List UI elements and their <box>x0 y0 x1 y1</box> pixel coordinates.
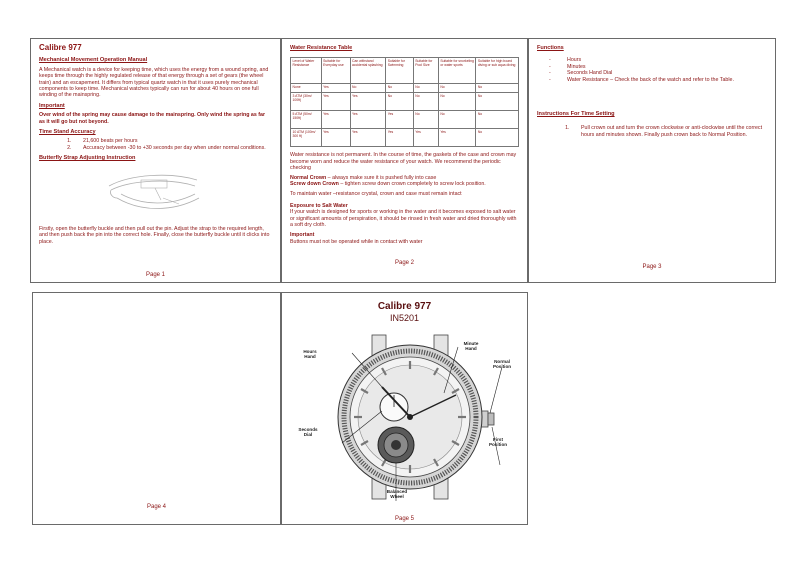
important-heading: Important <box>290 232 315 239</box>
maintain-note: To maintain water –resistance crystal, crown and case must remain intact <box>290 191 462 198</box>
minute-hand-label: Minute Hand <box>463 341 479 351</box>
table-cell: No <box>350 84 386 93</box>
table-cell: No <box>438 93 476 111</box>
table-cell: Yes <box>350 111 386 129</box>
table-row <box>291 93 519 111</box>
table-header-row <box>291 58 519 84</box>
list-item: - Seconds Hand Dial <box>567 70 767 76</box>
strap-heading: Butterfly Strap Adjusting Instruction <box>39 155 136 162</box>
table-cell: Yes <box>321 129 350 147</box>
table-cell: Yes <box>350 93 386 111</box>
mechanical-description: A Mechanical watch is a device for keeping time, which uses the energy from a wound spring, and keeps time through the highly regulated release of that energy through a set of gears (the wheel train) and an escapement. It differs from typical quartz watch in that it uses purely mechanical components to keep time. Mechanical watches typically can run for about 40 hours on one full winding of the mainspring. <box>39 66 269 99</box>
table-cell: No <box>476 129 519 147</box>
list-item: - Minutes <box>567 64 767 70</box>
table-cell: Yes <box>321 93 350 111</box>
table-cell: Yes <box>386 111 414 129</box>
salt-heading: Exposure to Salt Water <box>290 202 348 209</box>
page-1 <box>30 38 281 283</box>
table-header: Can withstand accidental splashing <box>350 58 386 84</box>
table-header: Suitable for high board diving or sub aqua diving <box>476 58 519 84</box>
butterfly-buckle-sketch <box>101 168 211 220</box>
table-row <box>291 111 519 129</box>
table-cell: Yes <box>321 111 350 129</box>
page-4 <box>32 292 281 525</box>
strap-instructions: Firstly, open the butterfly buckle and then pull out the pin. Adjust the strap to the required length, and then push back the pin into the correct hole. Finally, close the butterfly buckle until it clicks into place. <box>39 225 270 245</box>
table-cell: 10 ATM (100m/ 300 ft) <box>291 129 322 147</box>
watch-diagram <box>332 333 502 503</box>
table-cell: No <box>413 84 438 93</box>
page-number: Page 5 <box>394 516 415 522</box>
table-cell: No <box>413 93 438 111</box>
accuracy-list <box>39 138 272 151</box>
page-number: Page 2 <box>394 260 415 266</box>
normal-position-label: Normal Position <box>492 359 512 369</box>
screw-crown-text: – tighten screw down crown completely to screw lock position. <box>338 181 486 188</box>
functions-heading: Functions <box>537 45 564 51</box>
list-item: 1. 21,600 beats per hours <box>73 138 272 144</box>
hours-hand-label: Hours Hand <box>303 349 317 359</box>
table-header: Suitable for snorkeling or water sports <box>438 58 476 84</box>
table-row <box>291 84 519 93</box>
table-cell: No <box>438 111 476 129</box>
table-cell: 5 ATM (50m/ 150ft) <box>291 111 322 129</box>
table-cell: Yes <box>350 129 386 147</box>
screw-crown-label: Screw down Crown <box>290 181 339 188</box>
model-number: IN5201 <box>389 313 420 323</box>
table-cell: None <box>291 84 322 93</box>
page-number: Page 1 <box>145 272 166 278</box>
time-setting-heading: Instructions For Time Setting <box>537 111 615 118</box>
table-cell: No <box>386 84 414 93</box>
important-heading: Important <box>39 102 65 109</box>
table-cell: No <box>438 84 476 93</box>
water-resistance-table <box>290 57 519 147</box>
balanced-wheel-label: Balanced Wheel <box>386 489 408 499</box>
important-text: Buttons must not be operated while in contact with water <box>290 238 423 245</box>
accuracy-heading: Time Stand Accuracy <box>39 129 96 136</box>
table-header: Suitable for Pool Size <box>413 58 438 84</box>
list-item: - Hours <box>567 57 767 63</box>
table-cell: No <box>476 93 519 111</box>
table-header: Suitable for Everyday use <box>321 58 350 84</box>
table-cell: No <box>476 84 519 93</box>
salt-text: If your watch is designed for sports or working in the water and it becomes exposed to salt water or significant amounts of perspiration, it should be rinsed in fresh water and dried thoroughly with a soft dry cloth. <box>290 209 517 229</box>
normal-crown-label: Normal Crown <box>290 174 327 181</box>
table-cell: No <box>386 93 414 111</box>
page-number: Page 3 <box>642 264 662 270</box>
page-2 <box>281 38 528 283</box>
water-resistance-note: Water resistance is not permanent. In the course of time, the gaskets of the case and crown may become worn and reduce the water resistance of your watch. We recommend the periodic checking <box>290 152 517 172</box>
page-3 <box>528 38 776 283</box>
list-item: 1. Pull crown out and turn the crown clockwise or anti-clockwise until the correct hours and minutes shown. Finally push crown back to Normal Position. <box>571 125 767 138</box>
page-title: Calibre 977 <box>377 301 432 312</box>
table-cell: No <box>476 111 519 129</box>
table-cell: 3 ATM (30m/ 100ft) <box>291 93 322 111</box>
table-cell: Yes <box>413 129 438 147</box>
list-item: - Water Resistance – Check the back of the watch and refer to the Table. <box>567 77 767 83</box>
list-item: 2. Accuracy between -30 to +30 seconds per day when under normal conditions. <box>73 145 272 151</box>
table-cell: Yes <box>321 84 350 93</box>
water-table-heading: Water Resistance Table <box>290 45 353 51</box>
table-row <box>291 129 519 147</box>
section-heading-mechanical: Mechanical Movement Operation Manual <box>39 57 148 64</box>
normal-crown-text: – always make sure it is pushed fully into case <box>326 174 437 181</box>
page-number: Page 4 <box>146 504 167 510</box>
first-position-label: First Position <box>488 437 508 447</box>
page-5 <box>281 292 528 525</box>
important-text: Over wind of the spring may cause damage to the mainspring. Only wind the spring as far as it will go but not beyond. <box>39 112 266 125</box>
table-header: Level of Water Resistance <box>291 58 322 84</box>
time-setting-list <box>537 125 767 138</box>
page-title: Calibre 977 <box>39 43 82 52</box>
functions-list <box>537 57 767 83</box>
crown-notes <box>290 175 519 188</box>
table-cell: No <box>413 111 438 129</box>
table-cell: Yes <box>438 129 476 147</box>
seconds-dial-label: Seconds Dial <box>298 427 318 437</box>
table-header: Suitable for Swimming <box>386 58 414 84</box>
table-cell: Yes <box>386 129 414 147</box>
